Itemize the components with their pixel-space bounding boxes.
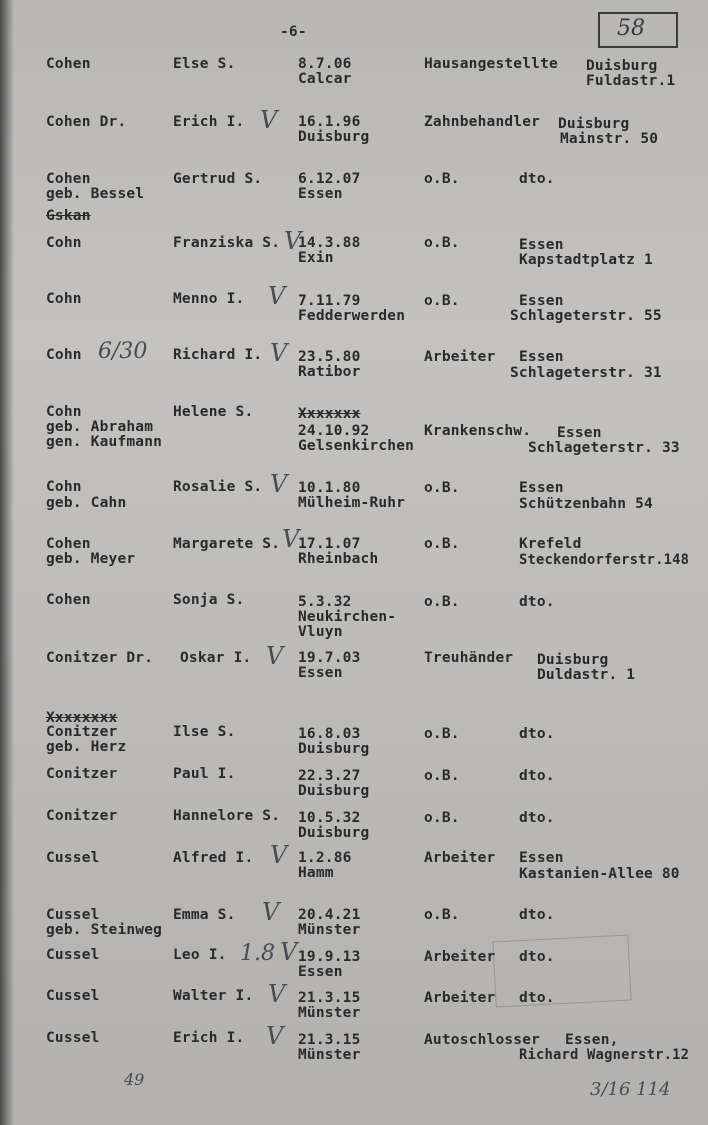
occupation: Arbeiter bbox=[424, 850, 496, 866]
folio-number: 58 bbox=[617, 16, 645, 41]
birth-place: Mülheim-Ruhr bbox=[298, 495, 406, 511]
birth-place: Ratibor bbox=[298, 364, 361, 380]
given-name: Franziska S. bbox=[173, 235, 281, 251]
given-name: Rosalie S. bbox=[173, 479, 263, 495]
birth-place: Gelsenkirchen bbox=[298, 438, 415, 454]
check-mark: V bbox=[270, 841, 288, 869]
struck-text: Xxxxxxx bbox=[298, 406, 361, 422]
maiden-name: geb. Abraham bbox=[46, 419, 154, 435]
given-name: Menno I. bbox=[173, 291, 245, 307]
check-mark: V bbox=[270, 470, 288, 498]
maiden-name: geb. Steinweg bbox=[46, 922, 163, 938]
birth-date: 8.7.06 bbox=[298, 56, 352, 72]
given-name: Hannelore S. bbox=[173, 808, 281, 824]
occupation: o.B. bbox=[424, 768, 460, 784]
address-street: Mainstr. 50 bbox=[560, 131, 659, 147]
surname: Cohn bbox=[46, 479, 82, 495]
struck-text: Gskan bbox=[46, 208, 91, 224]
birth-date: 23.5.80 bbox=[298, 349, 361, 365]
check-mark: V bbox=[262, 898, 280, 926]
surname: Cussel bbox=[46, 1030, 100, 1046]
surname: Conitzer bbox=[46, 766, 118, 782]
given-name: Gertrud S. bbox=[173, 171, 263, 187]
birth-date: 5.3.32 bbox=[298, 594, 352, 610]
address-street: Schützenbahn 54 bbox=[519, 496, 653, 512]
address-street: Richard Wagnerstr.12 bbox=[519, 1047, 690, 1063]
given-name: Helene S. bbox=[173, 404, 254, 420]
faded-stamp bbox=[492, 934, 631, 1007]
check-mark: V bbox=[260, 106, 278, 134]
given-name: Else S. bbox=[173, 56, 236, 72]
address-city: dto. bbox=[519, 949, 555, 965]
occupation: o.B. bbox=[424, 907, 460, 923]
address-city: Duisburg bbox=[558, 116, 630, 132]
check-mark: V bbox=[266, 1022, 284, 1050]
surname: Cohn bbox=[46, 235, 82, 251]
birth-date: 19.9.13 bbox=[298, 949, 361, 965]
check-mark: V bbox=[284, 227, 302, 255]
address-city: Duisburg bbox=[586, 58, 658, 74]
address-city: dto. bbox=[519, 907, 555, 923]
maiden-name: geb. Herz bbox=[46, 739, 127, 755]
footer-note-left: 49 bbox=[124, 1070, 145, 1089]
surname: Cohen bbox=[46, 56, 91, 72]
birth-date: 10.5.32 bbox=[298, 810, 361, 826]
given-name: Emma S. bbox=[173, 907, 236, 923]
occupation: Krankenschw. bbox=[424, 423, 532, 439]
occupation: o.B. bbox=[424, 480, 460, 496]
birth-date: 24.10.92 bbox=[298, 423, 370, 439]
address-city: dto. bbox=[519, 594, 555, 610]
birth-date: 21.3.15 bbox=[298, 990, 361, 1006]
address-street: Kastanien-Allee 80 bbox=[519, 866, 680, 882]
birth-place: Münster bbox=[298, 1005, 361, 1021]
occupation: Arbeiter bbox=[424, 990, 496, 1006]
address-city: Essen bbox=[519, 237, 564, 253]
check-mark: V bbox=[268, 282, 286, 310]
address-street: Fuldastr.1 bbox=[586, 73, 676, 89]
given-name: Ilse S. bbox=[173, 724, 236, 740]
maiden-name: geb. Cahn bbox=[46, 495, 127, 511]
birth-place: Münster bbox=[298, 1047, 361, 1063]
birth-date: 21.3.15 bbox=[298, 1032, 361, 1048]
birth-place: Neukirchen- bbox=[298, 609, 397, 625]
birth-date: 19.7.03 bbox=[298, 650, 361, 666]
surname: Cussel bbox=[46, 907, 100, 923]
birth-place: Hamm bbox=[298, 865, 334, 881]
footer-note-right: 3/16 114 bbox=[590, 1079, 671, 1100]
page-marker: -6- bbox=[280, 24, 307, 40]
surname: Conitzer Dr. bbox=[46, 650, 154, 666]
birth-place: Münster bbox=[298, 922, 361, 938]
address-city: dto. bbox=[519, 171, 555, 187]
birth-date: 16.1.96 bbox=[298, 114, 361, 130]
surname: Cussel bbox=[46, 947, 100, 963]
occupation: o.B. bbox=[424, 293, 460, 309]
occupation: Zahnbehandler bbox=[424, 114, 541, 130]
surname: Cohen Dr. bbox=[46, 114, 127, 130]
occupation: o.B. bbox=[424, 810, 460, 826]
occupation: o.B. bbox=[424, 594, 460, 610]
birth-date: 7.11.79 bbox=[298, 293, 361, 309]
given-name: Sonja S. bbox=[173, 592, 245, 608]
given-name: Leo I. bbox=[173, 947, 227, 963]
occupation: o.B. bbox=[424, 536, 460, 552]
handwritten-note: 6/30 bbox=[98, 339, 148, 364]
birth-date: 14.3.88 bbox=[298, 235, 361, 251]
birth-date: 17.1.07 bbox=[298, 536, 361, 552]
given-name: Margarete S. bbox=[173, 536, 281, 552]
check-mark: V bbox=[280, 938, 298, 966]
surname: Cohen bbox=[46, 592, 91, 608]
address-street: Duldastr. 1 bbox=[537, 667, 636, 683]
birth-date: 10.1.80 bbox=[298, 480, 361, 496]
occupation: o.B. bbox=[424, 235, 460, 251]
address-city: dto. bbox=[519, 990, 555, 1006]
handwritten-note: 1.8 bbox=[240, 941, 275, 966]
alias-name: gen. Kaufmann bbox=[46, 434, 163, 450]
address-city: Krefeld bbox=[519, 536, 582, 552]
birth-date: 22.3.27 bbox=[298, 768, 361, 784]
occupation: Treuhänder bbox=[424, 650, 514, 666]
occupation: Arbeiter bbox=[424, 349, 496, 365]
birth-place: Duisburg bbox=[298, 783, 370, 799]
birth-date: 20.4.21 bbox=[298, 907, 361, 923]
birth-date: 16.8.03 bbox=[298, 726, 361, 742]
address-city: Essen bbox=[519, 480, 564, 496]
maiden-name: geb. Meyer bbox=[46, 551, 136, 567]
check-mark: V bbox=[266, 642, 284, 670]
occupation: o.B. bbox=[424, 171, 460, 187]
birth-place: Essen bbox=[298, 964, 343, 980]
birth-place: Rheinbach bbox=[298, 551, 379, 567]
address-city: Essen bbox=[519, 850, 564, 866]
check-mark: V bbox=[282, 525, 300, 553]
occupation: Hausangestellte bbox=[424, 56, 558, 72]
address-street: Schlageterstr. 31 bbox=[510, 365, 662, 381]
address-city: dto. bbox=[519, 726, 555, 742]
address-city: Essen bbox=[557, 425, 602, 441]
address-street: Kapstadtplatz 1 bbox=[519, 252, 653, 268]
birth-place-cont: Vluyn bbox=[298, 624, 343, 640]
occupation: Arbeiter bbox=[424, 949, 496, 965]
birth-place: Duisburg bbox=[298, 825, 370, 841]
address-city: dto. bbox=[519, 810, 555, 826]
address-city: Duisburg bbox=[537, 652, 609, 668]
address-street: Steckendorferstr.148 bbox=[519, 552, 690, 568]
given-name: Paul I. bbox=[173, 766, 236, 782]
birth-date: 6.12.07 bbox=[298, 171, 361, 187]
occupation: Autoschlosser bbox=[424, 1032, 541, 1048]
address-city: Essen bbox=[519, 349, 564, 365]
birth-place: Duisburg bbox=[298, 741, 370, 757]
surname: Cohen bbox=[46, 536, 91, 552]
surname: Conitzer bbox=[46, 724, 118, 740]
surname: Cohen bbox=[46, 171, 91, 187]
birth-place: Fedderwerden bbox=[298, 308, 406, 324]
birth-place: Duisburg bbox=[298, 129, 370, 145]
birth-place: Essen bbox=[298, 665, 343, 681]
given-name: Walter I. bbox=[173, 988, 254, 1004]
given-name: Richard I. bbox=[173, 347, 263, 363]
address-city: Essen bbox=[519, 293, 564, 309]
surname: Cohn bbox=[46, 347, 82, 363]
address-street: Schlageterstr. 55 bbox=[510, 308, 662, 324]
address-street: Schlageterstr. 33 bbox=[528, 440, 680, 456]
address-city: Essen, bbox=[565, 1032, 619, 1048]
check-mark: V bbox=[268, 980, 286, 1008]
surname: Cussel bbox=[46, 988, 100, 1004]
surname: Cohn bbox=[46, 291, 82, 307]
birth-place: Exin bbox=[298, 250, 334, 266]
given-name: Oskar I. bbox=[180, 650, 252, 666]
given-name: Erich I. bbox=[173, 1030, 245, 1046]
check-mark: V bbox=[270, 339, 288, 367]
given-name: Alfred I. bbox=[173, 850, 254, 866]
given-name: Erich I. bbox=[173, 114, 245, 130]
surname: Cohn bbox=[46, 404, 82, 420]
surname: Conitzer bbox=[46, 808, 118, 824]
address-city: dto. bbox=[519, 768, 555, 784]
birth-place: Calcar bbox=[298, 71, 352, 87]
surname: Cussel bbox=[46, 850, 100, 866]
birth-place: Essen bbox=[298, 186, 343, 202]
birth-date: 1.2.86 bbox=[298, 850, 352, 866]
maiden-name: geb. Bessel bbox=[46, 186, 145, 202]
occupation: o.B. bbox=[424, 726, 460, 742]
struck-text: Xxxxxxxx bbox=[46, 710, 118, 726]
